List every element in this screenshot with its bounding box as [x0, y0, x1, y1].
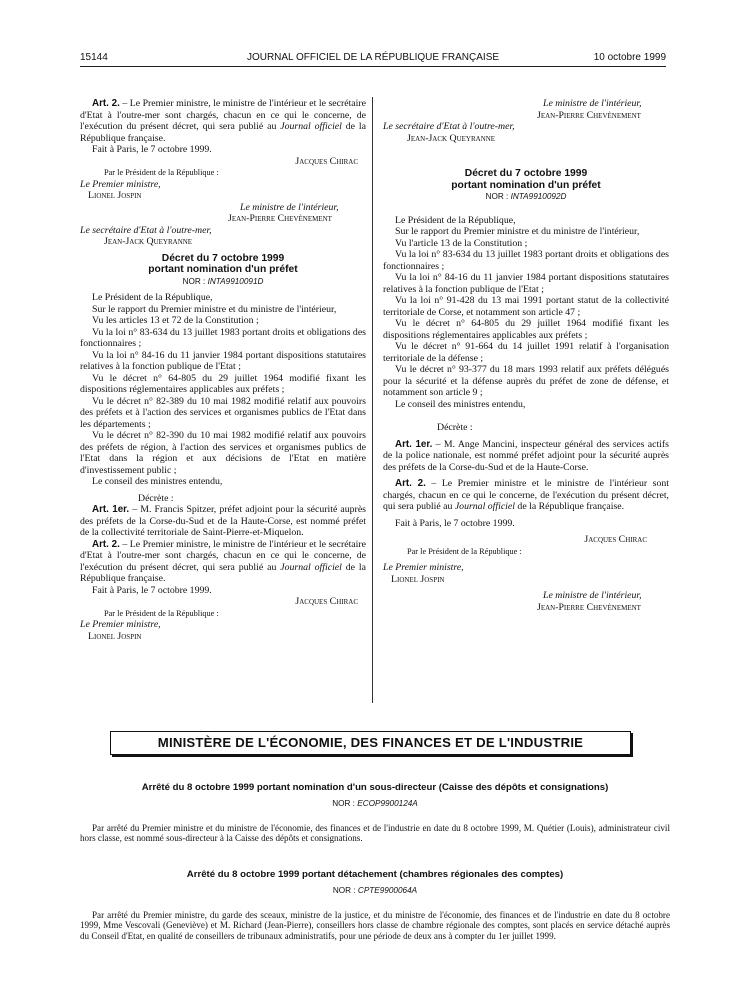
- arrete-2-title: Arrêté du 8 octobre 1999 portant détachement (chambres régionales des comptes): [186, 869, 564, 880]
- signature-jospin-2: Lionel Jospin: [88, 630, 142, 642]
- article-2-r: Art. 2. – Le Premier ministre et le ministre de l'intérieur sont chargés, chacun en ce qui le concerne, de l'exécution du présent décret, qui sera publié au Journal officiel de la République française.: [383, 478, 670, 512]
- issue-date: 10 octobre 1999: [593, 52, 666, 63]
- visa-2-r: Vu la loi n° 83-634 du 13 juillet 1983 portant droits et obligations des fonctionnaires ;: [383, 249, 669, 272]
- right-column: [383, 98, 669, 613]
- ministre-interieur-label-r: Le ministre de l'intérieur,: [543, 98, 642, 109]
- signature-chevenement-r: Jean-Pierre Chevènement: [537, 109, 641, 121]
- header-rule: [80, 66, 666, 67]
- visa-2: Vu la loi n° 83-634 du 13 juillet 1983 portant droits et obligations des fonctionnaires ;: [80, 326, 366, 349]
- signature-chirac-2: Jacques Chirac: [295, 596, 358, 607]
- column-divider: [372, 97, 373, 703]
- premier-ministre-label: Le Premier ministre,: [80, 178, 161, 190]
- preamble-president-r: Le Président de la République,: [395, 214, 516, 226]
- signature-chevenement-r2: Jean-Pierre Chevènement: [537, 601, 641, 613]
- visa-1-r: Vu l'article 13 de la Constitution ;: [395, 237, 528, 249]
- nor-reference: NOR : INTA9910091D: [182, 276, 264, 286]
- ministry-banner: MINISTÈRE DE L'ÉCONOMIE, DES FINANCES ET DE L'INDUSTRIE: [110, 731, 631, 755]
- visa-6-r: Vu le décret n° 91-664 du 14 juillet 1991 relatif à l'organisation territoriale de la défense ;: [383, 341, 669, 364]
- secretaire-etat-label: Le secrétaire d'Etat à l'outre-mer,: [80, 224, 212, 236]
- visa-5-r: Vu le décret n° 64-805 du 29 juillet 1964 modifié fixant les dispositions réglementaires applicables aux préfets ;: [383, 318, 669, 341]
- arrete-2-nor: NOR : CPTE9900064A: [332, 886, 418, 895]
- ministre-interieur-label: Le ministre de l'intérieur,: [240, 201, 339, 213]
- arrete-1-title: Arrêté du 8 octobre 1999 portant nomination d'un sous-directeur (Caisse des dépôts et consignations): [141, 782, 609, 793]
- signature-jospin: Lionel Jospin: [88, 190, 142, 201]
- signature-chirac: Jacques Chirac: [295, 155, 358, 167]
- preamble-rapport: Sur le rapport du Premier ministre et du ministre de l'intérieur,: [92, 303, 337, 315]
- preamble-rapport-r: Sur le rapport du Premier ministre et du ministre de l'intérieur,: [395, 226, 640, 237]
- conseil-entendu-r: Le conseil des ministres entendu,: [395, 398, 526, 410]
- par-le-president-r: Par le Président de la République :: [407, 546, 522, 556]
- article-1: Art. 1er. – M. Francis Spitzer, préfet adjoint pour la sécurité auprès des préfets de la Corse-du-Sud et de la Haute-Corse, est nommé préfet de la collectivité territoriale de Saint-Pierre-et-Miquelon.: [80, 504, 366, 538]
- visa-3-r: Vu la loi n° 84-16 du 11 janvier 1984 portant dispositions statutaires relatives à la fonction publique de l'Etat ;: [383, 272, 669, 295]
- left-column: [80, 98, 366, 642]
- article-2-previous: Art. 2. – Le Premier ministre, le ministre de l'intérieur et le secrétaire d'Etat à l'outre-mer sont chargés, chacun en ce qui le concerne, de l'exécution du présent décret, qui sera publié au Journal officiel de la République française.: [80, 98, 366, 144]
- visa-4-r: Vu la loi n° 91-428 du 13 mai 1991 portant statut de la collectivité territoriale de Corse, et notamment son article 47 ;: [383, 295, 669, 318]
- arrete-nomination: [80, 782, 670, 844]
- arrete-2-body: Par arrêté du Premier ministre, du garde des sceaux, ministre de la justice, et du ministre de l'économie, des finances et de l'industrie en date du 8 octobre 1999, Mme Vescovali (Geneviève) et M. Richard (Jean-Pierre), conseillers hors classe de chambre régionale des comptes, sont placés en service détaché auprès du Conseil d'Etat, en qualité de conseillers de tribunaux administratifs, pour une période de deux ans à compter du 1er juillet 1999.: [80, 910, 670, 941]
- decret-title: Décret du 7 octobre 1999 portant nomination d'un préfet: [148, 252, 298, 275]
- arrete-1-nor: NOR : ECOP9900124A: [332, 799, 418, 808]
- article-1-r: Art. 1er. – M. Ange Mancini, inspecteur général des services actifs de la police nationale, est nommé préfet adjoint pour la sécurité auprès des préfets de la Corse-du-Sud et de la Haute-Corse.: [383, 438, 669, 473]
- nor-reference-r: NOR : INTA9910092D: [485, 192, 567, 201]
- visa-1: Vu les articles 13 et 72 de la Constitution ;: [92, 315, 259, 326]
- visa-3: Vu la loi n° 84-16 du 11 janvier 1984 portant dispositions statutaires relatives à la fonction publique de l'Etat ;: [80, 349, 366, 372]
- conseil-entendu: Le conseil des ministres entendu,: [92, 476, 223, 487]
- fait-a-paris: Fait à Paris, le 7 octobre 1999.: [92, 144, 212, 155]
- fait-a-paris-r: Fait à Paris, le 7 octobre 1999.: [395, 517, 515, 529]
- decrete-label-r: Décrète :: [437, 422, 473, 433]
- arrete-1-body: Par arrêté du Premier ministre et du ministre de l'économie, des finances et de l'industrie en date du 8 octobre 1999, M. Quétier (Louis), administrateur civil hors classe, est nommé sous-directeur à la Caisse des dépôts et consignations.: [80, 823, 670, 844]
- signature-chevenement: Jean-Pierre Chevènement: [228, 213, 332, 224]
- article-2: Art. 2. – Le Premier ministre, le ministre de l'intérieur et le secrétaire d'Etat à l'outre-mer sont chargés, chacun en ce qui le concerne, de l'exécution du présent décret, qui sera publié au Journal officiel de la République française.: [80, 538, 366, 584]
- visa-6: Vu le décret n° 82-390 du 10 mai 1982 modifié relatif aux pouvoirs des préfets de région, à l'action des services et organismes publics de l'Etat dans la région et aux décisions de l'Etat en matière d'investissement public ;: [80, 430, 366, 476]
- decrete-label: Décrète :: [138, 492, 174, 504]
- decret-title-r: Décret du 7 octobre 1999 portant nomination d'un préfet: [451, 168, 601, 191]
- premier-ministre-label-2: Le Premier ministre,: [80, 619, 161, 630]
- signature-queyranne-r: Jean-Jack Queyranne: [407, 132, 496, 144]
- visa-5: Vu le décret n° 82-389 du 10 mai 1982 modifié relatif aux pouvoirs des préfets et à l'action des services et organismes publics de l'Etat dans les départements ;: [80, 395, 366, 430]
- signature-queyranne: Jean-Jack Queyranne: [104, 236, 193, 247]
- premier-ministre-label-r: Le Premier ministre,: [383, 562, 464, 573]
- par-le-president-2: Par le Président de la République :: [104, 608, 219, 618]
- par-le-president: Par le Président de la République :: [104, 168, 219, 177]
- fait-a-paris-2: Fait à Paris, le 7 octobre 1999.: [92, 584, 212, 596]
- secretaire-etat-label-r: Le secrétaire d'Etat à l'outre-mer,: [383, 121, 515, 132]
- signature-chirac-r: Jacques Chirac: [584, 534, 647, 545]
- arrete-detachement: [80, 869, 670, 941]
- preamble-president: Le Président de la République,: [92, 292, 213, 303]
- ministre-interieur-label-r2: Le ministre de l'intérieur,: [543, 590, 642, 601]
- visa-4: Vu le décret n° 64-805 du 29 juillet 1964 modifié fixant les dispositions réglementaires applicables aux préfets ;: [80, 372, 366, 395]
- journal-title: JOURNAL OFFICIEL DE LA RÉPUBLIQUE FRANÇAISE: [246, 52, 500, 63]
- visa-7-r: Vu le décret n° 93-377 du 18 mars 1993 relatif aux préfets délégués pour la sécurité et la défense auprès du préfet de zone de défense, et notamment son article 9 ;: [383, 364, 669, 398]
- signature-jospin-r: Lionel Jospin: [391, 573, 445, 585]
- page-number: 15144: [80, 52, 108, 63]
